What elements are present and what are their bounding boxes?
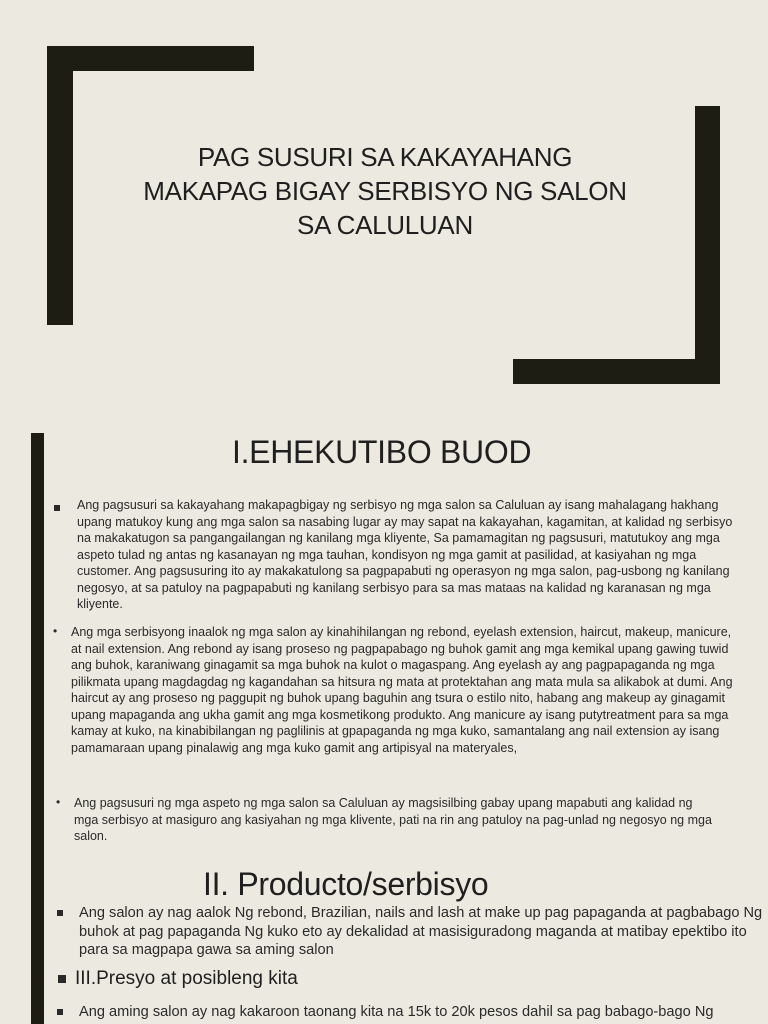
square-bullet-icon: [54, 505, 60, 511]
pricing-heading-row: [58, 968, 298, 990]
products-heading: II. Producto/serbisyo: [203, 866, 489, 902]
square-bullet-icon: [57, 1009, 63, 1015]
summary-paragraph-1: Ang pagsusuri sa kakayahang makapagbigay ng serbisyo ng mga salon sa Caluluan ay isang mahalagang hakhang upang matukoy kung ang mga salon sa nasabing lugar ay may sapat na kakayahan, kagamitan, at kalidad ng serbisyo na makakatugon sa pangangailangan ng kanilang mga kliyente, Sa pamamagitan ng pagsusuri, matutukoy ang mga aspeto tulad ng antas ng kasanayan ng mga tauhan, kondisyon ng mga gamit at pasilidad, at kasiyahan ng mga customer. Ang pagsusuring ito ay makakatulong sa pagpapabuti ng operasyon ng mga salon, pag-usbong ng kanilang negosyo, at sa patuloy na pagpapabuti ng kanilang serbisyo para sa mas mataas na kalidad ng karanasan ng mga kliyente.: [77, 498, 733, 611]
square-bullet-icon: [58, 975, 66, 983]
title-line-1: PAG SUSURI SA KAKAYAHANG: [197, 142, 573, 172]
title-line-2: MAKAPAG BIGAY SERBISYO NG SALON: [143, 176, 627, 206]
pricing-heading: III.Presyo at posibleng kita: [75, 968, 298, 989]
frame-top-left-vertical: [47, 46, 73, 325]
left-accent-bar: [31, 433, 44, 1024]
summary-paragraph-2: Ang mga serbisyong inaalok ng mga salon ay kinahihilangan ng rebond, eyelash extension, haircut, makeup, manicure, at nail extension. Ang rebond ay isang proseso ng pagpapabago ng buhok gamit ang mga kemikal upang gawing tuwid ang buhok, karaniwang ginagamit sa mga buhok na kulot o magaspang. Ang eyelash ay ang pagpapaganda ng mga pilikmata upang magdagdag ng kagandahan sa hitsura ng mata at protektahan ang mata mula sa alikabok at dumi. Ang haircut ay ang proseso ng paggupit ng buhok upang baguhin ang tsura o estilo nito, habang ang makeup ay ginagamit upang mapaganda ang ukha gamit ang mga kosmetikong produkto. Ang manicure ay isang putytreatment para sa mga kamay at kuko, na kinabibilangan ng paglilinis at gpapaganda ng mga kuko, samantalang ang nail extension ay isang pamamaraan upang pinalawig ang mga kuko gamit ang artipisyal na materyales,: [71, 625, 733, 755]
summary-paragraph-3: Ang pagsusuri ng mga aspeto ng mga salon sa Caluluan ay magsisilbing gabay upang mapabuti ang kalidad ng mga serbisyo at masiguro ang kasiyahan ng mga klivente, pati na rin ang patuloy na pag-unlad ng negosyo ng mga salon.: [74, 796, 712, 843]
frame-bottom-right-horizontal: [513, 359, 720, 384]
frame-top-left-horizontal: [47, 46, 254, 71]
square-bullet-icon: [57, 910, 63, 916]
dot-bullet-icon: •: [56, 795, 61, 809]
products-paragraph: Ang salon ay nag aalok Ng rebond, Brazilian, nails and lash at make up pag papaganda at pagbabago Ng buhok at pag papaganda Ng kuko eto ay dekalidad at masisiguradong maganda at matibay epektibo ito para sa magpapa gawa sa aming salon: [79, 905, 763, 958]
dot-bullet-icon: •: [53, 624, 58, 638]
frame-bottom-right-vertical: [695, 106, 720, 384]
slide-title: [100, 140, 670, 242]
title-line-3: SA CALULUAN: [297, 210, 473, 240]
summary-heading: I.EHEKUTIBO BUOD: [232, 434, 532, 470]
pricing-paragraph: Ang aming salon ay nag kakaroon taonang kita na 15k to 20k pesos dahil sa pag babago-bago Ng: [79, 1004, 714, 1020]
